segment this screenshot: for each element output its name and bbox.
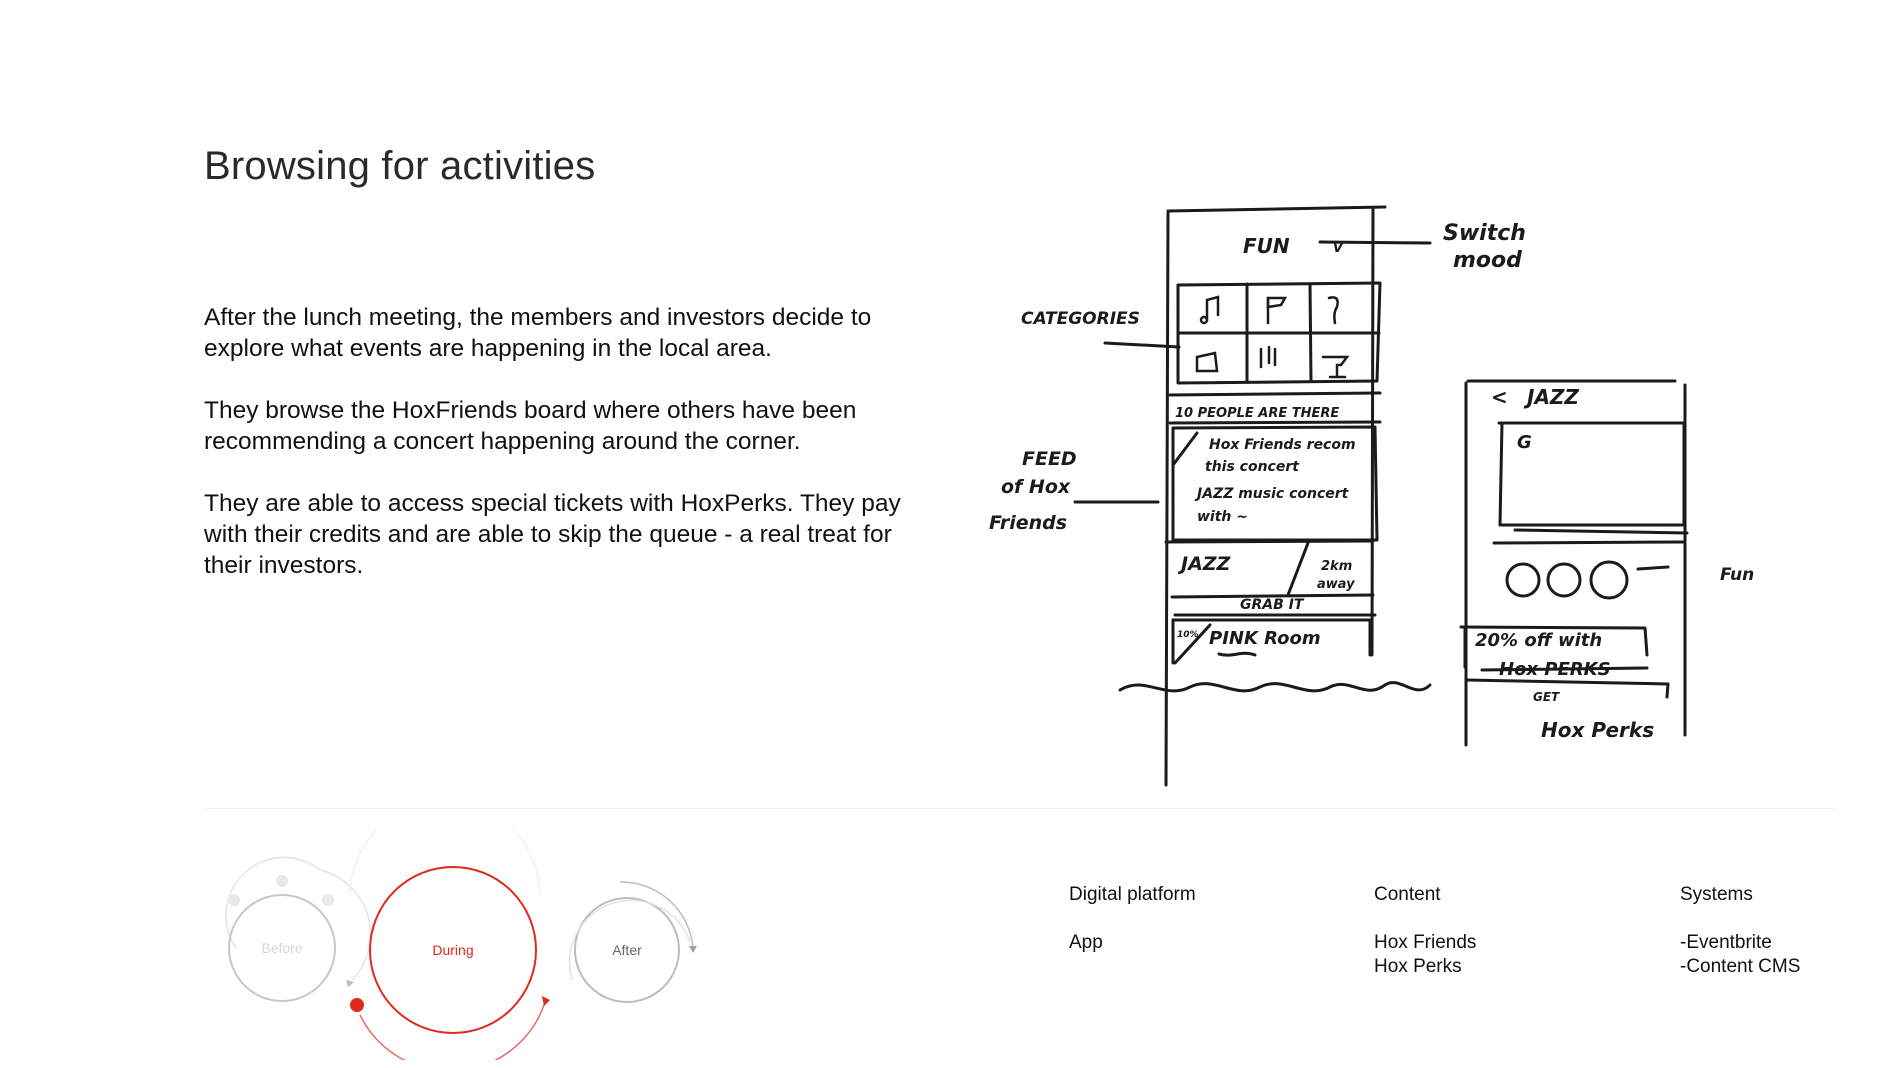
svg-text:Hox Friends recom: Hox Friends recom [1209, 437, 1356, 453]
stage-during-label: During [432, 942, 474, 958]
svg-text:Hox PERKS: Hox PERKS [1499, 659, 1611, 680]
svg-text:CATEGORIES: CATEGORIES [1021, 309, 1140, 329]
progress-dot [350, 998, 364, 1012]
svg-text:with ~: with ~ [1197, 509, 1248, 525]
wireframe-sketch [975, 195, 1775, 795]
svg-text:GET: GET [1533, 690, 1560, 704]
svg-text:FEED: FEED [1022, 448, 1077, 470]
svg-text:JAZZ music concert: JAZZ music concert [1197, 486, 1349, 502]
svg-text:2km: 2km [1321, 559, 1353, 574]
svg-text:GRAB IT: GRAB IT [1240, 597, 1304, 613]
svg-text:this concert: this concert [1205, 459, 1299, 475]
info-heading: Systems [1680, 884, 1753, 905]
info-heading: Digital platform [1069, 884, 1196, 905]
svg-text:Hox Perks: Hox Perks [1541, 718, 1655, 742]
svg-text:10%: 10% [1177, 630, 1199, 640]
svg-text:10 PEOPLE ARE THERE: 10 PEOPLE ARE THERE [1175, 406, 1340, 421]
svg-text:of Hox: of Hox [1001, 476, 1071, 498]
svg-text:Fun: Fun [1720, 565, 1755, 585]
story-paragraph: They are able to access special tickets with HoxPerks. They pay with their credits and are able to skip the queue - a real treat for their investors. [204, 490, 901, 579]
svg-text:Friends: Friends [989, 512, 1068, 534]
svg-text:PINK Room: PINK Room [1209, 628, 1321, 649]
svg-text:JAZZ: JAZZ [1181, 553, 1231, 575]
story-text [204, 302, 944, 612]
svg-text:20% off with: 20% off with [1475, 630, 1603, 651]
svg-text:away: away [1317, 577, 1355, 592]
svg-text:FUN: FUN [1243, 234, 1290, 258]
svg-text:<: < [1491, 385, 1508, 409]
info-value: Hox Friends Hox Perks [1374, 932, 1477, 977]
info-content [1374, 883, 1476, 979]
page-title: Browsing for activities [204, 144, 596, 188]
journey-diagram [200, 830, 720, 1060]
svg-text:Switch: Switch [1443, 221, 1526, 246]
svg-text:mood: mood [1453, 248, 1522, 273]
svg-text:G: G [1517, 432, 1532, 453]
story-paragraph: They browse the HoxFriends board where others have been recommending a concert happening around the corner. [204, 397, 857, 455]
info-heading: Content [1374, 884, 1441, 905]
story-paragraph: After the lunch meeting, the members and investors decide to explore what events are happening in the local area. [204, 304, 872, 362]
stage-before-label: Before [261, 940, 303, 956]
info-digital-platform [1069, 883, 1196, 955]
info-value: App [1069, 932, 1103, 953]
svg-text:v: v [1333, 238, 1343, 256]
stage-after-label: After [612, 942, 642, 958]
section-divider [204, 808, 1836, 809]
info-value: -Eventbrite -Content CMS [1680, 932, 1801, 977]
info-systems [1680, 883, 1800, 979]
svg-text:JAZZ: JAZZ [1527, 385, 1579, 409]
